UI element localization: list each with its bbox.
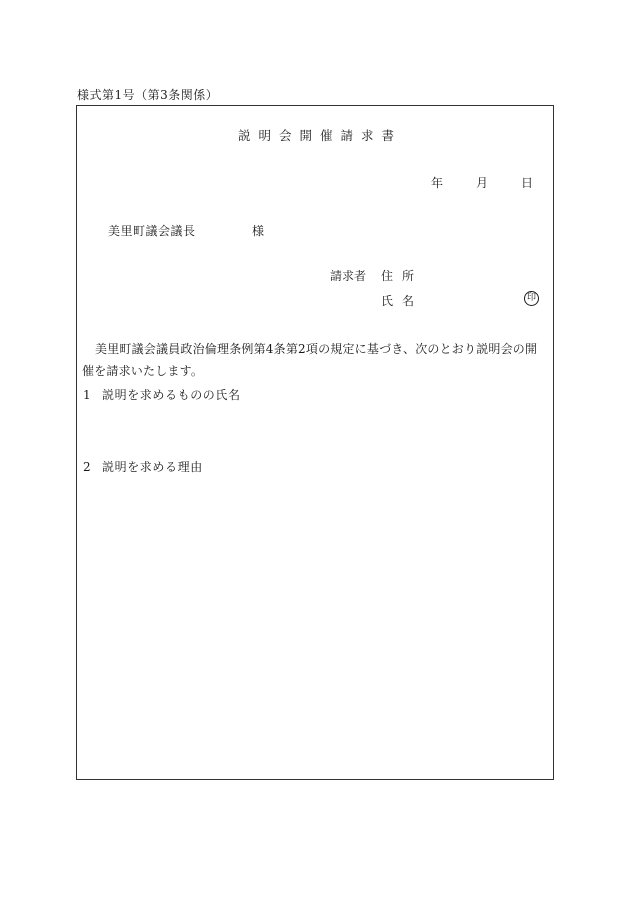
item-label: 説明を求めるものの氏名 bbox=[102, 388, 241, 402]
item-number: 1 bbox=[83, 388, 92, 402]
item-number: 2 bbox=[83, 460, 92, 474]
date-line bbox=[431, 174, 533, 191]
addressee-honorific: 様 bbox=[252, 224, 265, 238]
address-label: 住所 bbox=[381, 269, 424, 283]
seal-mark-icon: 印 bbox=[524, 291, 539, 306]
form-frame bbox=[76, 105, 554, 780]
name-label: 氏名 bbox=[381, 294, 424, 308]
list-item bbox=[83, 386, 241, 403]
form-number-label: 様式第1号（第3条関係） bbox=[77, 88, 219, 102]
request-statement: 美里町議会議員政治倫理条例第4条第2項の規定に基づき、次のとおり説明会の開催を請求いたします。 bbox=[82, 342, 538, 378]
requester-label: 請求者 bbox=[330, 269, 367, 283]
list-item bbox=[83, 458, 203, 475]
date-day-label: 日 bbox=[520, 176, 533, 190]
item-label: 説明を求める理由 bbox=[102, 460, 203, 474]
addressee-name: 美里町議会議長 bbox=[108, 224, 196, 238]
date-year-label: 年 bbox=[430, 176, 443, 190]
date-month-label: 月 bbox=[475, 176, 488, 190]
form-title: 説明会開催請求書 bbox=[237, 128, 402, 143]
